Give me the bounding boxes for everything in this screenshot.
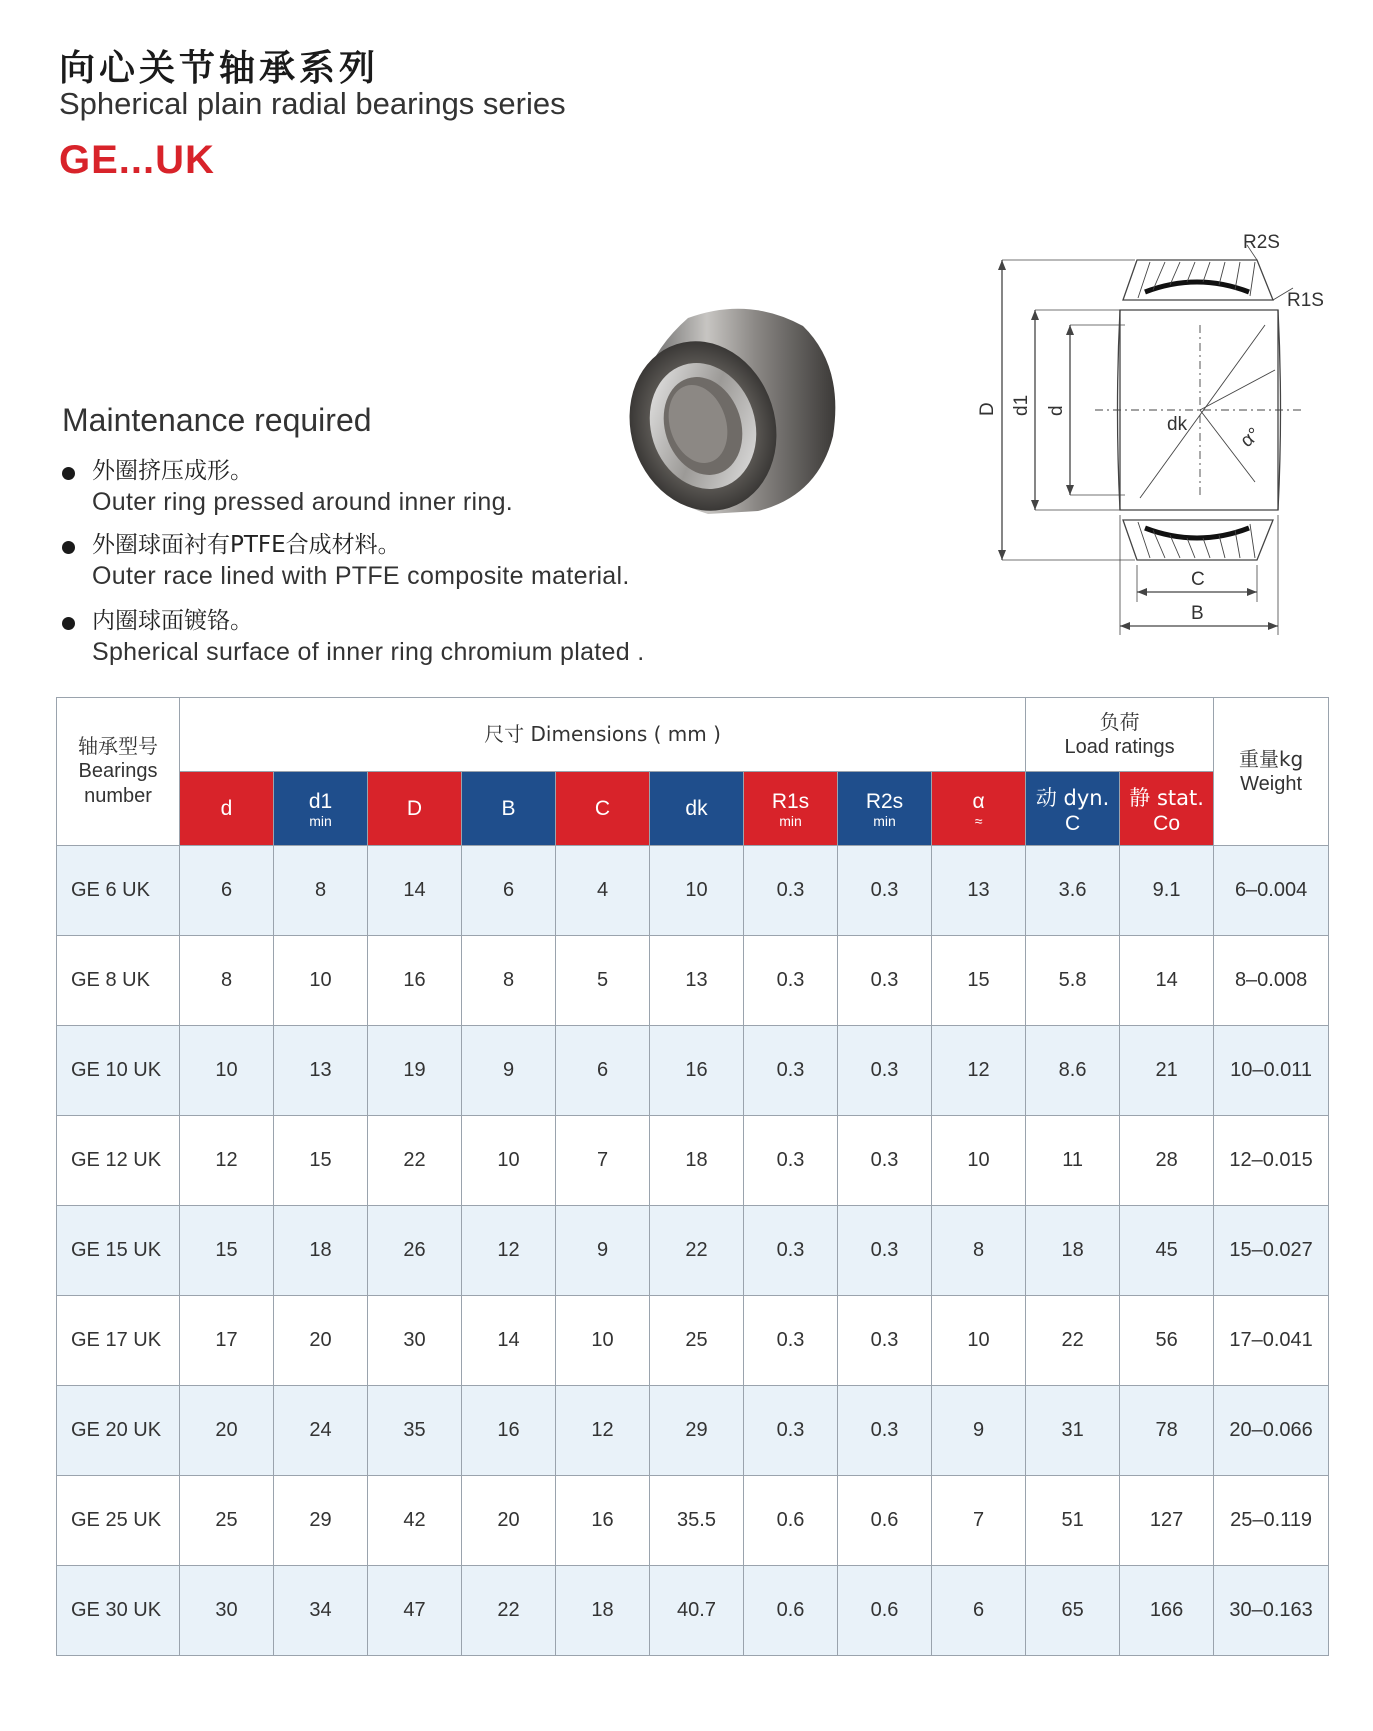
label-alpha: α°	[1236, 423, 1265, 452]
table-cell: 10	[274, 936, 368, 1026]
table-cell: 5.8	[1026, 936, 1120, 1026]
table-cell: 47	[368, 1566, 462, 1656]
table-cell: 15	[180, 1206, 274, 1296]
table-cell: 22	[462, 1566, 556, 1656]
bearing-cross-section-diagram	[975, 230, 1324, 640]
table-cell: 9.1	[1120, 846, 1214, 936]
table-cell: 19	[368, 1026, 462, 1116]
table-cell: 22	[1026, 1296, 1120, 1386]
table-cell: 16	[462, 1386, 556, 1476]
table-cell: 30–0.163	[1214, 1566, 1329, 1656]
table-cell: 8	[932, 1206, 1026, 1296]
weight-header-en: Weight	[1240, 772, 1303, 795]
col-d1-label: d1	[308, 789, 333, 813]
table-cell: 12	[180, 1116, 274, 1206]
bearing-number-cell: GE 8 UK	[57, 936, 180, 1026]
dimensions-header-label: 尺寸 Dimensions ( mm )	[484, 721, 721, 746]
table-cell: 5	[556, 936, 650, 1026]
table-cell: 8.6	[1026, 1026, 1120, 1116]
table-cell: 21	[1120, 1026, 1214, 1116]
table-cell: 166	[1120, 1566, 1214, 1656]
table-cell: 15	[932, 936, 1026, 1026]
table-row	[57, 846, 1329, 936]
bearing-number-cell: GE 20 UK	[57, 1386, 180, 1476]
bearing-header-en2: number	[84, 785, 152, 807]
load-header-en: Load ratings	[1064, 735, 1175, 758]
table-cell: 20	[274, 1296, 368, 1386]
bearing-number-cell: GE 15 UK	[57, 1206, 180, 1296]
feature-item	[62, 606, 644, 668]
table-cell: 13	[650, 936, 744, 1026]
table-cell: 45	[1120, 1206, 1214, 1296]
table-cell: 25–0.119	[1214, 1476, 1329, 1566]
table-cell: 6	[932, 1566, 1026, 1656]
col-r2s-sub: min	[873, 812, 896, 829]
feature-en: Outer race lined with PTFE composite material.	[92, 562, 630, 590]
table-cell: 17–0.041	[1214, 1296, 1329, 1386]
table-cell: 13	[932, 846, 1026, 936]
table-row	[57, 1296, 1329, 1386]
table-cell: 0.6	[838, 1566, 932, 1656]
table-cell: 10	[932, 1116, 1026, 1206]
label-d1: d1	[1011, 394, 1032, 416]
table-cell: 6	[556, 1026, 650, 1116]
table-cell: 0.3	[838, 1206, 932, 1296]
table-cell: 20	[180, 1386, 274, 1476]
table-cell: 16	[556, 1476, 650, 1566]
table-cell: 0.3	[838, 1116, 932, 1206]
page-title-en: Spherical plain radial bearings series	[59, 86, 566, 121]
table-cell: 12–0.015	[1214, 1116, 1329, 1206]
col-dyn-sub: C	[1064, 811, 1081, 835]
col-d1-sub: min	[309, 812, 332, 829]
feature-en: Outer ring pressed around inner ring.	[92, 488, 514, 516]
maintenance-heading: Maintenance required	[62, 402, 372, 438]
table-row	[57, 1476, 1329, 1566]
table-cell: 0.3	[838, 846, 932, 936]
table-cell: 10	[556, 1296, 650, 1386]
col-d-label: d	[220, 796, 233, 820]
col-alpha-label: α	[972, 789, 985, 813]
weight-header-cn: 重量kg	[1238, 746, 1304, 771]
table-row	[57, 1026, 1329, 1116]
table-cell: 40.7	[650, 1566, 744, 1656]
col-r1s-label: R1s	[771, 789, 810, 813]
table-cell: 17	[180, 1296, 274, 1386]
table-cell: 15	[274, 1116, 368, 1206]
table-cell: 3.6	[1026, 846, 1120, 936]
col-C	[556, 772, 650, 846]
label-C: C	[1191, 569, 1205, 590]
table-cell: 65	[1026, 1566, 1120, 1656]
table-cell: 8	[462, 936, 556, 1026]
table-cell: 18	[274, 1206, 368, 1296]
spec-table	[56, 697, 1329, 1656]
table-cell: 16	[368, 936, 462, 1026]
table-cell: 8	[180, 936, 274, 1026]
table-cell: 10	[932, 1296, 1026, 1386]
bearing-header-en1: Bearings	[78, 760, 158, 782]
feature-cn: 内圈球面镀铬。	[62, 606, 644, 637]
table-cell: 22	[368, 1116, 462, 1206]
table-cell: 42	[368, 1476, 462, 1566]
feature-item	[62, 456, 513, 518]
table-cell: 127	[1120, 1476, 1214, 1566]
col-dyn	[1026, 772, 1120, 846]
table-cell: 14	[1120, 936, 1214, 1026]
feature-en: Spherical surface of inner ring chromium plated .	[92, 638, 645, 666]
col-r2s-label: R2s	[865, 789, 904, 813]
bearing-number-cell: GE 25 UK	[57, 1476, 180, 1566]
table-cell: 0.6	[744, 1566, 838, 1656]
label-dk: dk	[1167, 414, 1188, 435]
table-cell: 9	[462, 1026, 556, 1116]
table-cell: 6	[180, 846, 274, 936]
table-cell: 6–0.004	[1214, 846, 1329, 936]
table-cell: 20	[462, 1476, 556, 1566]
table-cell: 25	[650, 1296, 744, 1386]
table-cell: 9	[556, 1206, 650, 1296]
table-cell: 0.3	[744, 1026, 838, 1116]
load-header-cn: 负荷	[1099, 709, 1140, 734]
table-cell: 16	[650, 1026, 744, 1116]
table-cell: 26	[368, 1206, 462, 1296]
col-stat-sub: Co	[1153, 811, 1181, 835]
table-cell: 13	[274, 1026, 368, 1116]
table-cell: 0.3	[838, 1296, 932, 1386]
col-dk	[650, 772, 744, 846]
model-code: GE...UK	[59, 138, 215, 182]
bearing-number-cell: GE 30 UK	[57, 1566, 180, 1656]
page-title-cn: 向心关节轴承系列	[59, 48, 380, 89]
table-row	[57, 1206, 1329, 1296]
weight-header	[1214, 698, 1329, 846]
table-cell: 10–0.011	[1214, 1026, 1329, 1116]
table-cell: 0.3	[838, 1026, 932, 1116]
bearing-header-cn: 轴承型号	[78, 734, 158, 758]
table-cell: 35	[368, 1386, 462, 1476]
label-B: B	[1191, 603, 1204, 624]
col-D	[368, 772, 462, 846]
label-r2s: R2S	[1243, 232, 1280, 253]
table-cell: 10	[462, 1116, 556, 1206]
table-cell: 0.3	[744, 936, 838, 1026]
bearing-number-cell: GE 17 UK	[57, 1296, 180, 1386]
feature-cn: 外圈球面衬有PTFE合成材料。	[62, 530, 630, 561]
table-cell: 30	[368, 1296, 462, 1386]
col-d	[180, 772, 274, 846]
table-cell: 15–0.027	[1214, 1206, 1329, 1296]
table-cell: 0.3	[744, 1386, 838, 1476]
table-cell: 34	[274, 1566, 368, 1656]
label-d: d	[1046, 405, 1067, 416]
table-cell: 29	[650, 1386, 744, 1476]
col-dyn-label: 动 dyn.	[1035, 785, 1110, 810]
table-row	[57, 936, 1329, 1026]
table-cell: 12	[556, 1386, 650, 1476]
table-cell: 35.5	[650, 1476, 744, 1566]
table-cell: 10	[650, 846, 744, 936]
feature-item	[62, 530, 630, 592]
table-cell: 7	[556, 1116, 650, 1206]
table-cell: 12	[462, 1206, 556, 1296]
label-r1s: R1S	[1287, 290, 1324, 311]
table-cell: 11	[1026, 1116, 1120, 1206]
table-cell: 29	[274, 1476, 368, 1566]
bearing-number-cell: GE 6 UK	[57, 846, 180, 936]
feature-cn: 外圈挤压成形。	[62, 456, 513, 487]
table-cell: 18	[556, 1566, 650, 1656]
col-r1s	[744, 772, 838, 846]
table-row	[57, 1116, 1329, 1206]
bearing-number-cell: GE 12 UK	[57, 1116, 180, 1206]
table-cell: 78	[1120, 1386, 1214, 1476]
table-cell: 0.6	[744, 1476, 838, 1566]
col-alpha-sub: ≈	[974, 812, 983, 829]
table-cell: 18	[650, 1116, 744, 1206]
label-D: D	[977, 402, 998, 416]
table-row	[57, 1566, 1329, 1656]
col-stat	[1120, 772, 1214, 846]
table-cell: 28	[1120, 1116, 1214, 1206]
table-cell: 24	[274, 1386, 368, 1476]
table-cell: 0.6	[838, 1476, 932, 1566]
col-r2s	[838, 772, 932, 846]
col-dk-label: dk	[685, 796, 708, 820]
spec-table-body	[57, 846, 1329, 1656]
col-C-label: C	[594, 796, 611, 820]
table-cell: 0.3	[744, 1206, 838, 1296]
load-ratings-header	[1026, 698, 1214, 772]
table-cell: 30	[180, 1566, 274, 1656]
bearing-photo	[618, 296, 844, 522]
bearing-number-header	[57, 698, 180, 846]
col-d1	[274, 772, 368, 846]
table-cell: 0.3	[838, 936, 932, 1026]
table-row	[57, 1386, 1329, 1476]
col-stat-label: 静 stat.	[1129, 785, 1204, 810]
table-cell: 14	[462, 1296, 556, 1386]
table-cell: 4	[556, 846, 650, 936]
col-D-label: D	[406, 796, 423, 820]
table-cell: 22	[650, 1206, 744, 1296]
bearing-number-cell: GE 10 UK	[57, 1026, 180, 1116]
table-cell: 0.3	[744, 1296, 838, 1386]
table-cell: 12	[932, 1026, 1026, 1116]
col-r1s-sub: min	[779, 812, 802, 829]
table-cell: 14	[368, 846, 462, 936]
table-cell: 7	[932, 1476, 1026, 1566]
table-cell: 8–0.008	[1214, 936, 1329, 1026]
table-cell: 10	[180, 1026, 274, 1116]
table-cell: 0.3	[744, 1116, 838, 1206]
table-cell: 18	[1026, 1206, 1120, 1296]
table-cell: 0.3	[744, 846, 838, 936]
table-cell: 20–0.066	[1214, 1386, 1329, 1476]
table-cell: 0.3	[838, 1386, 932, 1476]
col-B	[462, 772, 556, 846]
table-cell: 56	[1120, 1296, 1214, 1386]
table-cell: 6	[462, 846, 556, 936]
dimensions-header	[180, 698, 1026, 772]
table-cell: 51	[1026, 1476, 1120, 1566]
table-cell: 9	[932, 1386, 1026, 1476]
table-cell: 31	[1026, 1386, 1120, 1476]
col-alpha	[932, 772, 1026, 846]
table-cell: 8	[274, 846, 368, 936]
table-cell: 25	[180, 1476, 274, 1566]
col-B-label: B	[501, 796, 516, 820]
